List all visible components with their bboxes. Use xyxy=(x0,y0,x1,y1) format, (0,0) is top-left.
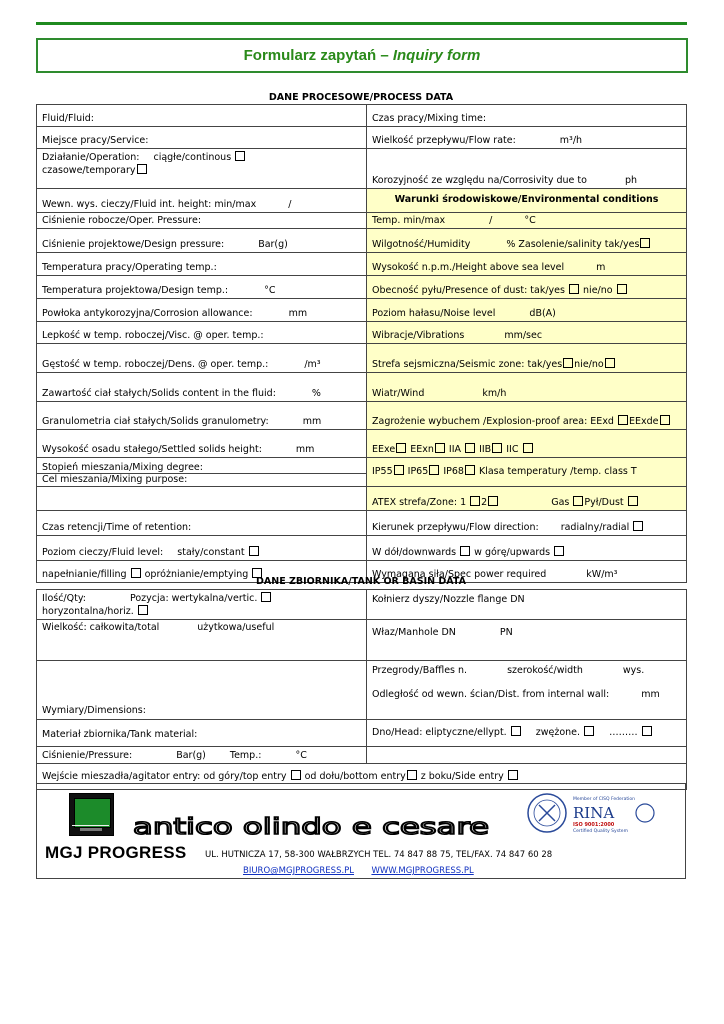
website-link[interactable]: WWW.MGJPROGRESS.PL xyxy=(371,866,474,876)
atex-field: ATEX strefa/Zone: 1 2 Gas Pył/Dust xyxy=(367,487,687,511)
head-field: Dno/Head: eliptyczne/ellypt. zwężone. ……… xyxy=(367,720,687,747)
humidity-field[interactable]: Wilgotność/Humidity % Zasolenie/salinity tak/yes xyxy=(367,229,687,253)
email-link[interactable]: BIURO@MGJPROGRESS.PL xyxy=(243,866,355,876)
brand-line: antico olindo e cesare xyxy=(133,816,489,838)
direction-field: W dół/downwards w górę/upwards xyxy=(367,536,687,561)
process-data-table xyxy=(36,104,687,583)
mixing-degree-field[interactable]: Stopień mieszania/Mixing degree: xyxy=(37,458,366,474)
horizontal-checkbox[interactable] xyxy=(138,605,148,615)
viscosity-field[interactable]: Lepkość w temp. roboczej/Visc. @ oper. temp.: xyxy=(37,322,367,344)
bottom-entry-checkbox[interactable] xyxy=(407,770,417,780)
environmental-conditions-heading: Warunki środowiskowe/Environmental conditions xyxy=(367,189,687,213)
material-field[interactable]: Materiał zbiornika/Tank material: xyxy=(37,720,367,747)
eexde-checkbox[interactable] xyxy=(660,415,670,425)
baffles-field[interactable]: Przegrody/Baffles n. szerokość/width wys. xyxy=(372,665,645,676)
title-english: Inquiry form xyxy=(392,47,481,64)
ip55-checkbox[interactable] xyxy=(394,465,404,475)
pressure-field[interactable]: Ciśnienie/Pressure: Bar(g) Temp.: °C xyxy=(37,747,367,764)
fluid-field[interactable]: Fluid/Fluid: xyxy=(37,105,367,127)
tank-data-table xyxy=(36,589,687,790)
company-footer xyxy=(36,783,686,879)
corrosion-allowance-field[interactable]: Powłoka antykorozyjna/Corrosion allowance: mm xyxy=(37,299,367,322)
svg-text:Member of CISQ Federation: Member of CISQ Federation xyxy=(573,797,635,802)
gas-checkbox[interactable] xyxy=(573,496,583,506)
svg-text:Certified Quality System: Certified Quality System xyxy=(573,829,628,834)
seismic-field: Strefa sejsmiczna/Seismic zone: tak/yes nie/no xyxy=(367,344,687,373)
seismic-yes-checkbox[interactable] xyxy=(563,358,573,368)
flow-rate-field[interactable]: Wielkość przepływu/Flow rate: m³/h xyxy=(367,127,687,149)
rina-certification-logo xyxy=(525,791,665,836)
altitude-field[interactable]: Wysokość n.p.m./Height above sea level m xyxy=(367,253,687,276)
dust-no-checkbox[interactable] xyxy=(617,284,627,294)
mixing-degree-purpose-cell xyxy=(37,458,367,487)
dimensions-field[interactable]: Wymiary/Dimensions: xyxy=(37,661,367,720)
tank-data-heading: DANE ZBIORNIKA/TANK OR BASIN DATA xyxy=(256,576,466,587)
top-entry-checkbox[interactable] xyxy=(291,770,301,780)
upwards-checkbox[interactable] xyxy=(554,546,564,556)
granulometry-field[interactable]: Granulometria ciał stałych/Solids granulometry: mm xyxy=(37,402,367,430)
company-name: MGJ PROGRESS xyxy=(45,843,187,862)
agitator-entry-field: Wejście mieszadła/agitator entry: od góry/top entry od dołu/bottom entry z boku/Side entry xyxy=(37,764,687,790)
atex-zone2-checkbox[interactable] xyxy=(488,496,498,506)
process-data-heading: DANE PROCESOWE/PROCESS DATA xyxy=(268,92,454,103)
svg-text:ISO 9001:2000: ISO 9001:2000 xyxy=(573,822,615,828)
ip65-checkbox[interactable] xyxy=(429,465,439,475)
form-title xyxy=(244,47,481,64)
wind-field[interactable]: Wiatr/Wind km/h xyxy=(367,373,687,402)
gas-group-field: EExe EExn IIA IIB IIC xyxy=(367,430,687,458)
explosion-proof-field: Zagrożenie wybuchem /Explosion-proof area: EExd EExde xyxy=(367,402,687,430)
design-temp-field[interactable]: Temperatura projektowa/Design temp.: °C xyxy=(37,276,367,299)
service-field[interactable]: Miejsce pracy/Service: xyxy=(37,127,367,149)
ip-rating-field: IP55 IP65 IP68 Klasa temperatury /temp. class T xyxy=(367,458,687,487)
wall-distance-field[interactable]: Odległość od wewn. ścian/Dist. from internal wall: mm xyxy=(372,689,660,700)
mixing-purpose-field[interactable]: Cel mieszania/Mixing purpose: xyxy=(42,474,188,485)
retention-field[interactable]: Czas retencji/Time of retention: xyxy=(37,511,367,536)
top-rule xyxy=(36,22,687,25)
contact-links xyxy=(243,866,474,876)
atex-zone1-checkbox[interactable] xyxy=(470,496,480,506)
baffles-cell xyxy=(367,661,687,720)
company-logo-icon xyxy=(69,793,114,836)
downwards-checkbox[interactable] xyxy=(460,546,470,556)
mixing-time-field[interactable]: Czas pracy/Mixing time: xyxy=(367,105,687,127)
flow-direction-field: Kierunek przepływu/Flow direction: radialny/radial xyxy=(367,511,687,536)
seismic-no-checkbox[interactable] xyxy=(605,358,615,368)
dust-yes-checkbox[interactable] xyxy=(569,284,579,294)
company-address: UL. HUTNICZA 17, 58-300 WAŁBRZYCH TEL. 74 847 88 75, TEL/FAX. 74 847 60 28 xyxy=(205,850,553,860)
operation-field: Działanie/Operation: ciągłe/continous czasowe/temporary xyxy=(37,149,367,189)
solids-content-field[interactable]: Zawartość ciał stałych/Solids content in the fluid: % xyxy=(37,373,367,402)
corrosivity-field[interactable]: Korozyjność ze względu na/Corrosivity due to ph xyxy=(367,149,687,189)
salinity-checkbox[interactable] xyxy=(640,238,650,248)
antico-olindo-logo xyxy=(133,816,493,838)
oper-pressure-field[interactable]: Ciśnienie robocze/Oper. Pressure: xyxy=(37,213,367,229)
mixing-purpose-blank[interactable] xyxy=(37,487,367,511)
nozzle-flange-field[interactable]: Kołnierz dyszy/Nozzle flange DN xyxy=(367,590,687,620)
side-entry-checkbox[interactable] xyxy=(508,770,518,780)
eexd-checkbox[interactable] xyxy=(618,415,628,425)
radial-checkbox[interactable] xyxy=(633,521,643,531)
iia-checkbox[interactable] xyxy=(465,443,475,453)
iib-checkbox[interactable] xyxy=(492,443,502,453)
temp-minmax-field[interactable]: Temp. min/max / °C xyxy=(367,213,687,229)
eexe-checkbox[interactable] xyxy=(396,443,406,453)
fluid-level-field: Poziom cieczy/Fluid level: stały/constant xyxy=(37,536,367,561)
constant-checkbox[interactable] xyxy=(249,546,259,556)
pressure-right-blank[interactable] xyxy=(367,747,687,764)
qty-position-field: Ilość/Qty: Pozycja: wertykalna/vertic. horyzontalna/horiz. xyxy=(37,590,367,620)
density-field[interactable]: Gęstość w temp. roboczej/Dens. @ oper. temp.: /m³ xyxy=(37,344,367,373)
title-polish: Formularz zapytań – xyxy=(243,47,393,64)
filling-field: napełnianie/filling opróżnianie/emptying xyxy=(37,561,367,583)
power-field[interactable]: Wymagana siła/Spec power required kW/m³ xyxy=(367,561,687,583)
ip68-checkbox[interactable] xyxy=(465,465,475,475)
vibrations-field[interactable]: Wibracje/Vibrations mm/sec xyxy=(367,322,687,344)
fluid-height-field[interactable]: Wewn. wys. cieczy/Fluid int. height: min/max / xyxy=(37,189,367,213)
form-title-box xyxy=(36,38,688,73)
noise-field[interactable]: Poziom hałasu/Noise level dB(A) xyxy=(367,299,687,322)
vertical-checkbox[interactable] xyxy=(261,592,271,602)
manhole-field[interactable]: Właz/Manhole DN PN xyxy=(367,620,687,661)
elliptical-checkbox[interactable] xyxy=(511,726,521,736)
size-field[interactable]: Wielkość: całkowita/total użytkowa/useful xyxy=(37,620,367,661)
temporary-checkbox[interactable] xyxy=(137,164,147,174)
iic-checkbox[interactable] xyxy=(523,443,533,453)
narrowed-checkbox[interactable] xyxy=(584,726,594,736)
svg-text:RINA: RINA xyxy=(573,804,615,822)
design-pressure-field[interactable]: Ciśnienie projektowe/Design pressure: Bar(g) xyxy=(37,229,367,253)
sediment-height-field[interactable]: Wysokość osadu stałego/Settled solids height: mm xyxy=(37,430,367,458)
dust-field: Obecność pyłu/Presence of dust: tak/yes nie/no xyxy=(367,276,687,299)
continuous-checkbox[interactable] xyxy=(235,151,245,161)
eexn-checkbox[interactable] xyxy=(435,443,445,453)
dust-checkbox[interactable] xyxy=(628,496,638,506)
other-head-checkbox[interactable] xyxy=(642,726,652,736)
oper-temp-field[interactable]: Temperatura pracy/Operating temp.: xyxy=(37,253,367,276)
